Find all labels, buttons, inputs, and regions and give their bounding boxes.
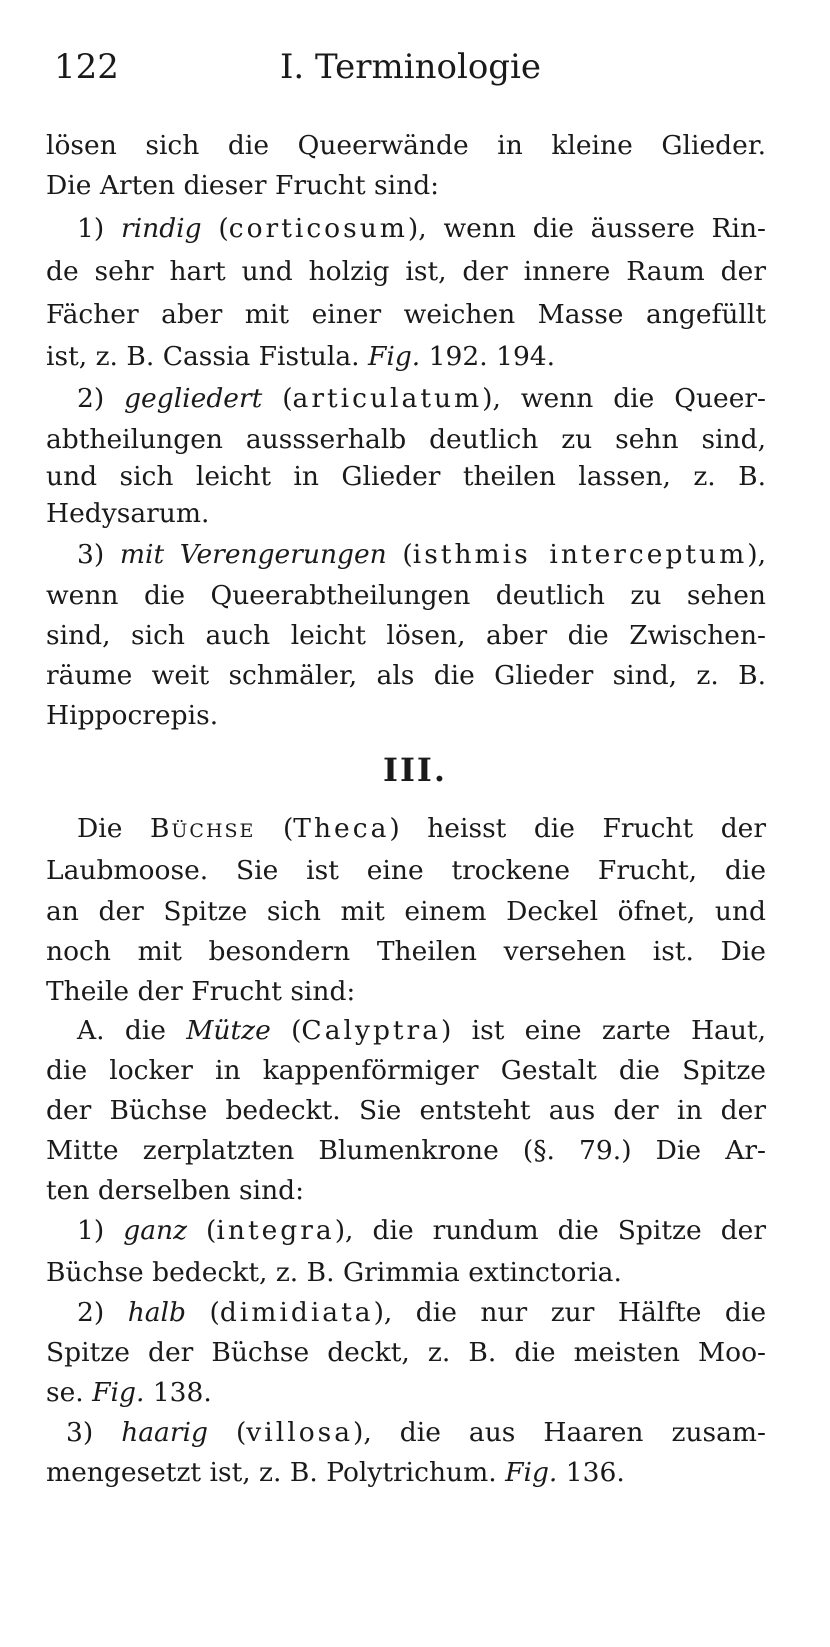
text-run: integra: [216, 1215, 335, 1246]
text-run: ),: [747, 539, 767, 570]
text-line: [46, 1294, 766, 1332]
text-run: halb: [127, 1297, 186, 1328]
text-run: Hippocrepis.: [46, 700, 219, 731]
text-run: Theca: [293, 813, 390, 844]
text-run: (: [255, 813, 294, 844]
text-line: [46, 973, 766, 1011]
text-line: [46, 380, 766, 418]
text-line: [46, 1254, 766, 1292]
text-line: [46, 1212, 766, 1250]
text-line: [46, 617, 766, 655]
text-run: Fig.: [367, 341, 421, 372]
text-run: ten derselben sind:: [46, 1175, 305, 1206]
text-run: (: [186, 1297, 220, 1328]
text-line: [46, 338, 766, 376]
text-line: [46, 893, 766, 931]
text-run: ), die aus Haaren zusam-: [353, 1417, 766, 1448]
text-line: [46, 127, 766, 165]
text-run: Die Arten dieser Frucht sind:: [46, 170, 440, 201]
text-run: ) heisst die Frucht der: [389, 813, 767, 844]
text-run: ), die nur zur Hälfte die: [373, 1297, 766, 1328]
text-run: 138.: [144, 1377, 212, 1408]
text-line: [46, 852, 766, 890]
text-run: haarig: [121, 1417, 208, 1448]
text-line: [46, 421, 766, 459]
text-run: isthmis interceptum: [412, 539, 748, 570]
text-run: Fächer aber mit einer weichen Masse angefüllt: [46, 299, 766, 330]
text-run: 1): [77, 1215, 124, 1246]
text-run: Die: [77, 813, 150, 844]
text-line: [46, 296, 766, 334]
text-run: corticosum: [228, 213, 408, 244]
text-run: 192. 194.: [420, 341, 556, 372]
text-run: sind, sich auch leicht lösen, aber die Zwischen-: [46, 620, 766, 651]
text-line: [46, 210, 766, 248]
text-run: 3): [77, 539, 120, 570]
text-line: [46, 577, 766, 615]
text-line: [46, 1374, 766, 1412]
text-run: dimidiata: [219, 1297, 374, 1328]
text-run: 2): [77, 1297, 128, 1328]
text-run: 136.: [557, 1457, 625, 1488]
text-line: [46, 495, 766, 533]
text-line: [46, 697, 766, 735]
text-run: Laubmoose. Sie ist eine trockene Frucht, die: [46, 855, 766, 886]
section-heading: III.: [382, 751, 448, 789]
page-number: 122: [54, 47, 119, 87]
text-run: (: [201, 213, 229, 244]
running-title: I. Terminologie: [280, 47, 542, 87]
text-line: [46, 1334, 766, 1372]
text-run: (: [386, 539, 413, 570]
text-run: (: [270, 1015, 302, 1046]
text-run: lösen sich die Queerwände in kleine Glieder.: [46, 130, 766, 161]
text-run: und sich leicht in Glieder theilen lassen, z. B.: [46, 461, 766, 492]
text-line: [46, 933, 766, 971]
text-run: Hedysarum.: [46, 498, 210, 529]
text-run: ), wenn die Queer-: [482, 383, 767, 414]
text-run: articulatum: [292, 383, 483, 414]
text-run: Mitte zerplatzten Blumenkrone (§. 79.) Die Ar-: [46, 1135, 766, 1166]
text-run: abtheilungen aussserhalb deutlich zu sehn sind,: [46, 424, 766, 455]
text-run: Fig.: [505, 1457, 558, 1488]
text-run: gegliedert: [124, 383, 263, 414]
text-run: de sehr hart und holzig ist, der innere Raum der: [46, 256, 766, 287]
text-run: räume weit schmäler, als die Glieder sind, z. B.: [46, 660, 766, 691]
text-line: [46, 810, 766, 848]
text-line: [46, 1414, 766, 1452]
text-run: ) ist eine zarte Haut,: [441, 1015, 766, 1046]
text-run: wenn die Queerabtheilungen deutlich zu sehen: [46, 580, 766, 611]
text-line: [46, 1132, 766, 1170]
text-line: [46, 1092, 766, 1130]
text-run: (: [262, 383, 293, 414]
text-run: se.: [46, 1377, 93, 1408]
text-run: Spitze der Büchse deckt, z. B. die meisten Moo-: [46, 1337, 766, 1368]
text-run: an der Spitze sich mit einem Deckel öfnet, und: [46, 896, 766, 927]
text-line: [46, 167, 766, 205]
text-line: [46, 1454, 766, 1492]
text-run: A. die: [77, 1015, 187, 1046]
text-run: Büchse bedeckt, z. B. Grimmia extinctoria.: [46, 1257, 622, 1288]
text-line: [46, 253, 766, 291]
text-line: [46, 458, 766, 496]
text-run: noch mit besondern Theilen versehen ist. Die: [46, 936, 766, 967]
text-run: die locker in kappenförmiger Gestalt die Spitze: [46, 1055, 766, 1086]
text-line: [46, 1172, 766, 1210]
text-run: 3): [66, 1417, 122, 1448]
text-run: mit Verengerungen: [119, 539, 387, 570]
text-run: ist, z. B. Cassia Fistula.: [46, 341, 368, 372]
text-run: der Büchse bedeckt. Sie entsteht aus der in der: [46, 1095, 766, 1126]
text-run: mengesetzt ist, z. B. Polytrichum.: [46, 1457, 506, 1488]
text-run: Theile der Frucht sind:: [46, 976, 356, 1007]
text-run: (: [187, 1215, 217, 1246]
text-run: Büchse: [149, 813, 256, 844]
text-run: ganz: [123, 1215, 188, 1246]
text-run: (: [207, 1417, 247, 1448]
text-run: Fig.: [92, 1377, 145, 1408]
text-line: [46, 536, 766, 574]
text-run: ), wenn die äussere Rin-: [407, 213, 766, 244]
text-run: 1): [77, 213, 121, 244]
running-header: [54, 42, 774, 92]
text-run: villosa: [246, 1417, 354, 1448]
text-run: ), die rundum die Spitze der: [334, 1215, 767, 1246]
text-line: [46, 1052, 766, 1090]
text-line: [46, 657, 766, 695]
text-run: Mütze: [186, 1015, 271, 1046]
text-line: [46, 1012, 766, 1050]
text-run: Calyptra: [301, 1015, 442, 1046]
text-run: 2): [77, 383, 125, 414]
text-run: rindig: [120, 213, 202, 244]
